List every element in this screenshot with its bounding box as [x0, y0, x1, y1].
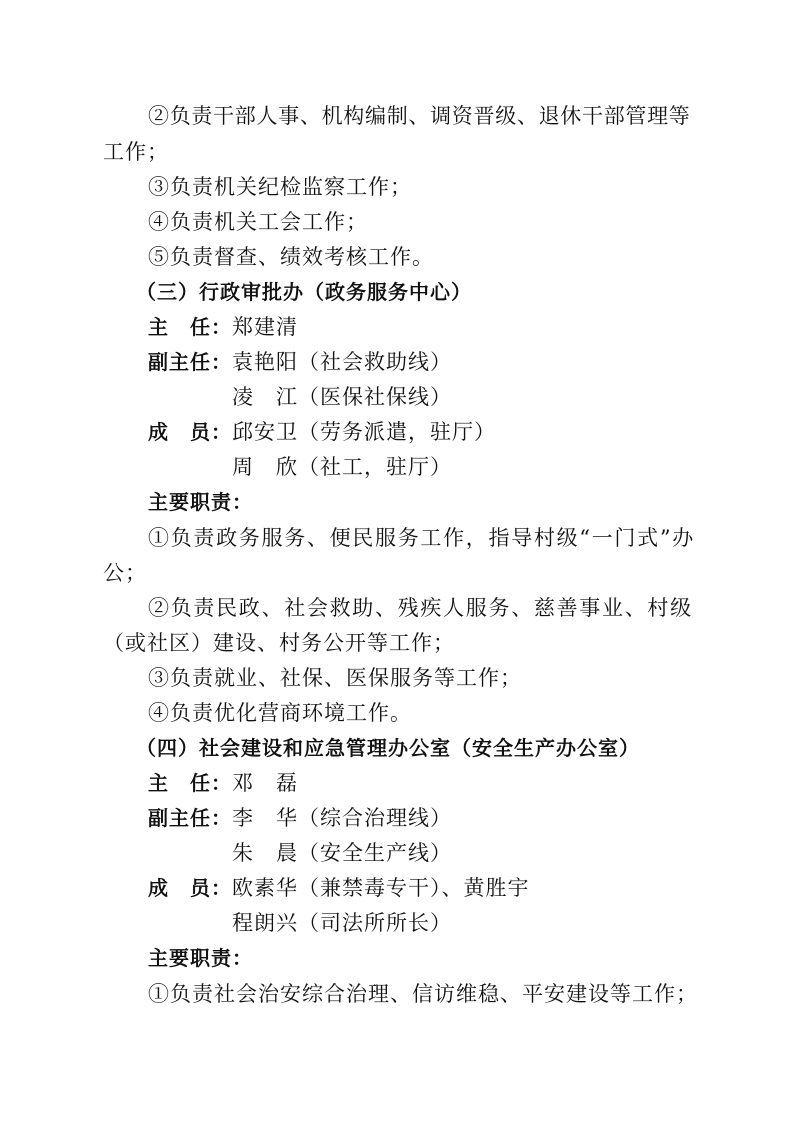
duty-item-2-line-2: 工作；	[103, 140, 169, 164]
deputy-label: 副主任：	[148, 806, 232, 830]
section-3-duty-1-line-2: 公；	[103, 561, 147, 585]
section-3-duties-label: 主要职责：	[148, 490, 253, 514]
member-1: 邱安卫（劳务派遣，驻厅）	[232, 420, 496, 444]
section-4-heading: （四）社会建设和应急管理办公室（安全生产办公室）	[136, 736, 640, 760]
section-3-heading: （三）行政审批办（政务服务中心）	[136, 280, 472, 304]
members-label: 成 员：	[148, 876, 232, 900]
duty-item-4: ④负责机关工会工作；	[148, 210, 368, 234]
section-3-member-2: 周 欣（社工，驻厅）	[232, 455, 452, 479]
section-4-deputy-row	[148, 803, 452, 833]
section-4-deputy-2: 朱 晨（安全生产线）	[232, 841, 452, 865]
director-name: 郑建清	[232, 315, 298, 339]
section-3-members-row	[148, 417, 496, 447]
deputy-1: 李 华（综合治理线）	[232, 806, 452, 830]
member-1: 欧素华（兼禁毒专干）、黄胜宇	[232, 876, 530, 900]
section-3-duty-3: ③负责就业、社保、医保服务等工作；	[148, 666, 522, 690]
section-4-director-row	[148, 768, 298, 798]
section-4-member-2: 程朗兴（司法所所长）	[232, 911, 452, 935]
section-3-deputy-2: 凌 江（医保社保线）	[232, 385, 452, 409]
members-label: 成 员：	[148, 420, 232, 444]
deputy-1: 袁艳阳（社会救助线）	[232, 350, 452, 374]
deputy-label: 副主任：	[148, 350, 232, 374]
section-4-duties-label: 主要职责：	[148, 946, 253, 970]
section-3-deputy-row	[148, 347, 452, 377]
director-name: 邓 磊	[232, 771, 298, 795]
duty-item-3: ③负责机关纪检监察工作；	[148, 175, 412, 199]
section-3-duty-1-line-1: ①负责政务服务、便民服务工作，指导村级“一门式”办	[148, 526, 695, 550]
duty-item-2-line-1: ②负责干部人事、机构编制、调资晋级、退休干部管理等	[148, 104, 691, 128]
section-3-duty-2-line-2: （或社区）建设、村务公开等工作；	[103, 631, 455, 655]
section-3-duty-4: ④负责优化营商环境工作。	[148, 701, 412, 725]
section-4-duty-1: ①负责社会治安综合治理、信访维稳、平安建设等工作；	[148, 982, 698, 1006]
director-label: 主 任：	[148, 315, 232, 339]
section-3-director-row	[148, 312, 298, 342]
duty-item-5: ⑤负责督查、绩效考核工作。	[148, 245, 434, 269]
section-3-duty-2-line-1: ②负责民政、社会救助、残疾人服务、慈善事业、村级	[148, 596, 693, 620]
director-label: 主 任：	[148, 771, 232, 795]
section-4-members-row	[148, 873, 530, 903]
